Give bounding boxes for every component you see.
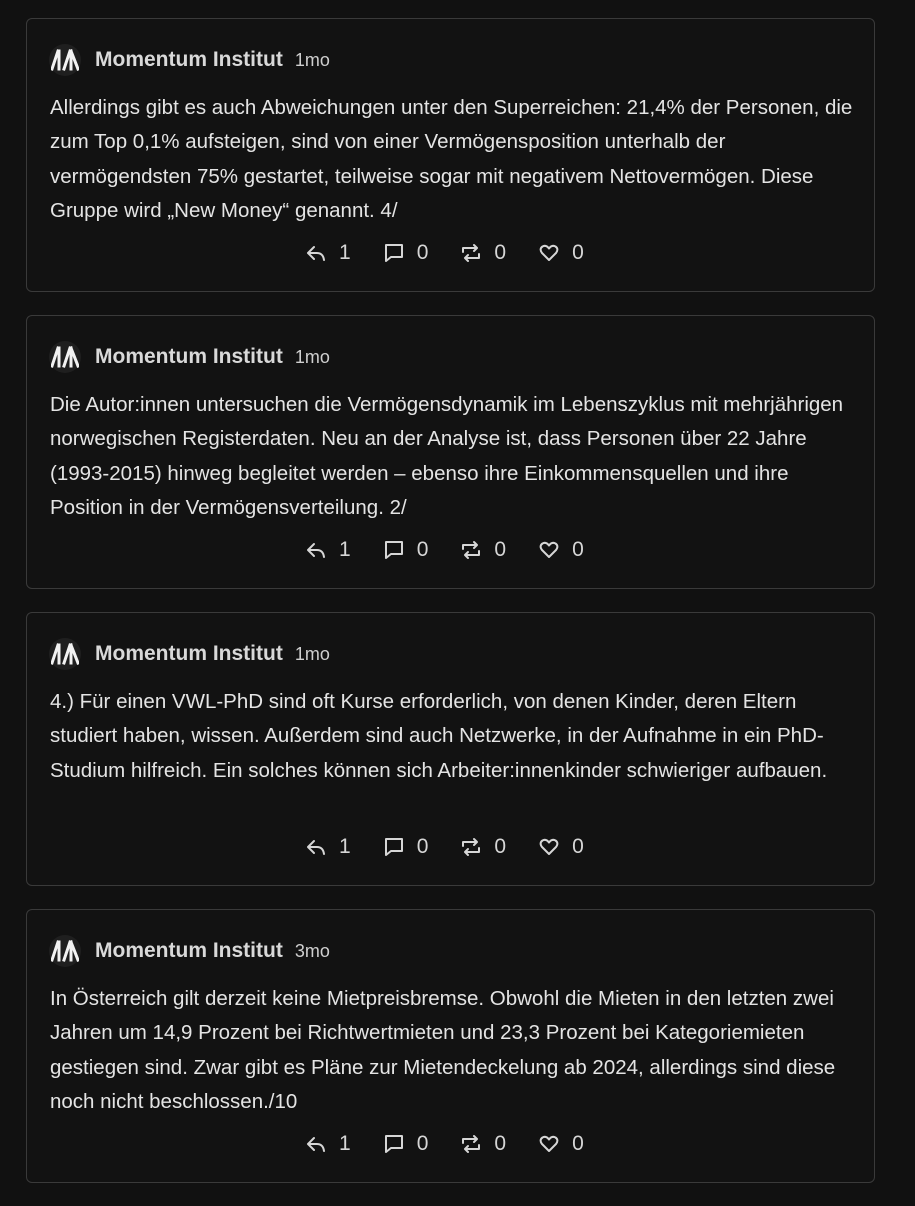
post-card[interactable]: [26, 315, 875, 589]
post-header: [49, 342, 330, 372]
like-button[interactable]: [538, 835, 584, 859]
reply-count: 1: [339, 1132, 351, 1155]
repost-icon: [460, 242, 482, 264]
post-text: In Österreich gilt derzeit keine Mietpreisbremse. Obwohl die Mieten in den letzten zwei Jahren um 14,9 Prozent bei Richtwertmieten und 23,3 Prozent bei Kategoriemieten gestiegen sind. Zwar gibt es Pläne zur Mietendeckelung ab 2024, allerdings sind diese noch nicht beschlossen./10: [50, 987, 836, 1113]
reply-button[interactable]: [305, 538, 351, 562]
reply-count: 1: [339, 538, 351, 561]
reply-arrow-icon: [305, 1133, 327, 1155]
author-name[interactable]: Momentum Institut: [95, 939, 283, 962]
like-button[interactable]: [538, 1132, 584, 1156]
reply-arrow-icon: [305, 539, 327, 561]
repost-count: 0: [494, 1132, 507, 1155]
quote-count: 0: [416, 1132, 429, 1155]
repost-button[interactable]: [460, 1132, 506, 1156]
post-actions: [305, 1130, 616, 1158]
post-feed: [26, 18, 875, 1206]
reply-arrow-icon: [305, 242, 327, 264]
quote-button[interactable]: [383, 1132, 429, 1156]
reply-arrow-icon: [305, 836, 327, 858]
repost-count: 0: [494, 241, 507, 264]
repost-count: 0: [494, 538, 507, 561]
post-time[interactable]: 1mo: [294, 643, 330, 664]
post-time[interactable]: 1mo: [294, 346, 330, 367]
like-count: 0: [572, 241, 584, 264]
like-count: 0: [572, 538, 584, 561]
quote-count: 0: [416, 241, 429, 264]
post-header: [49, 936, 330, 966]
repost-icon: [460, 539, 482, 561]
momentum-logo-icon[interactable]: [49, 341, 81, 373]
reply-count: 1: [339, 241, 351, 264]
momentum-logo-icon[interactable]: [49, 44, 81, 76]
heart-icon: [538, 836, 560, 858]
post-time[interactable]: 1mo: [294, 49, 330, 70]
like-button[interactable]: [538, 241, 584, 265]
author-name[interactable]: Momentum Institut: [95, 48, 283, 71]
post-card[interactable]: [26, 612, 875, 886]
repost-count: 0: [494, 835, 507, 858]
heart-icon: [538, 1133, 560, 1155]
post-actions: [305, 833, 616, 861]
post-header: [49, 639, 330, 669]
post-text: Die Autor:innen untersuchen die Vermögensdynamik im Lebenszyklus mit mehrjährigen norwegischen Registerdaten. Neu an der Analyse ist, dass Personen über 22 Jahre (1993-2015) hinweg begleitet werden – ebenso ihre Einkommensquellen und ihre Position in der Vermögensverteilung. 2/: [50, 393, 844, 519]
post-actions: [305, 239, 616, 267]
quote-button[interactable]: [383, 835, 429, 859]
heart-icon: [538, 539, 560, 561]
quote-count: 0: [416, 538, 429, 561]
repost-icon: [460, 836, 482, 858]
quote-count: 0: [416, 835, 429, 858]
momentum-logo-icon[interactable]: [49, 638, 81, 670]
post-text: Allerdings gibt es auch Abweichungen unter den Superreichen: 21,4% der Personen, die zum Top 0,1% aufsteigen, sind von einer Vermögensposition unterhalb der vermögendsten 75% gestartet, teilweise sogar mit negativem Nettovermögen. Diese Gruppe wird „New Money“ genannt. 4/: [50, 96, 853, 222]
post-time[interactable]: 3mo: [294, 940, 330, 961]
speech-bubble-icon: [383, 539, 405, 561]
speech-bubble-icon: [383, 836, 405, 858]
like-count: 0: [572, 1132, 584, 1155]
reply-button[interactable]: [305, 241, 351, 265]
author-name[interactable]: Momentum Institut: [95, 642, 283, 665]
post-text: 4.) Für einen VWL-PhD sind oft Kurse erforderlich, von denen Kinder, deren Eltern studiert haben, wissen. Außerdem sind auch Netzwerke, in der Aufnahme in ein PhD-Studium hilfreich. Ein solches können sich Arbeiter:innenkinder schwieriger aufbauen.: [50, 690, 828, 782]
repost-icon: [460, 1133, 482, 1155]
author-name[interactable]: Momentum Institut: [95, 345, 283, 368]
post-card[interactable]: [26, 18, 875, 292]
speech-bubble-icon: [383, 242, 405, 264]
reply-button[interactable]: [305, 835, 351, 859]
speech-bubble-icon: [383, 1133, 405, 1155]
repost-button[interactable]: [460, 241, 506, 265]
like-count: 0: [572, 835, 584, 858]
quote-button[interactable]: [383, 241, 429, 265]
heart-icon: [538, 242, 560, 264]
reply-count: 1: [339, 835, 351, 858]
reply-button[interactable]: [305, 1132, 351, 1156]
post-actions: [305, 536, 616, 564]
like-button[interactable]: [538, 538, 584, 562]
post-header: [49, 45, 330, 75]
quote-button[interactable]: [383, 538, 429, 562]
repost-button[interactable]: [460, 538, 506, 562]
post-card[interactable]: [26, 909, 875, 1183]
repost-button[interactable]: [460, 835, 506, 859]
momentum-logo-icon[interactable]: [49, 935, 81, 967]
